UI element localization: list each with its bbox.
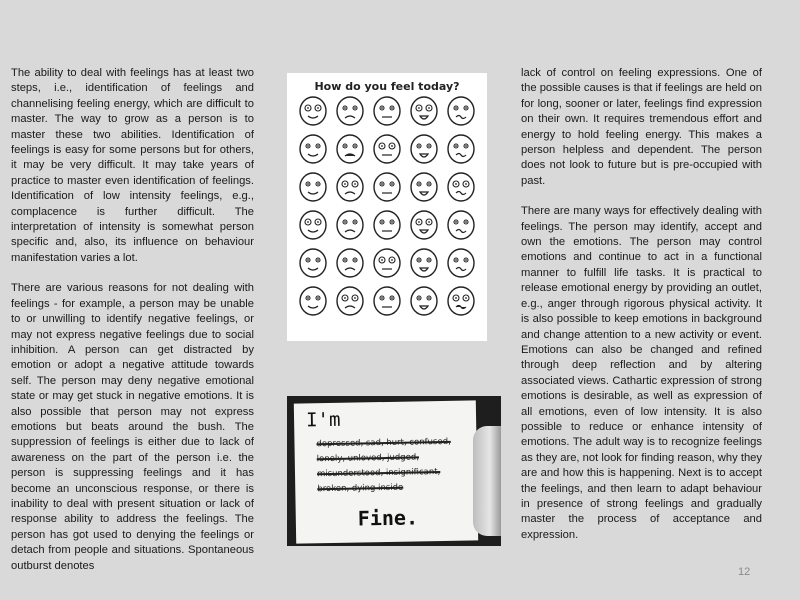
left-paragraph-1: The ability to deal with feelings has at least two steps, i.e., identification of feelings and channelising feeling energy, which are difficult to master. The way to grow as a person is to master these two abilities. Identification of feelings is easy for some persons but for others, it may be very difficult. It may take years of practice to master even identification of feelings. Identification of low intensity feelings, e.g., complacence is further difficult. The interpretation of intensity is somewhat person specific and, also, its influence on behaviour manifestation varies a lot. [11, 67, 254, 264]
cartoon-face-icon [411, 249, 437, 277]
sign-heading: I'm [305, 408, 341, 432]
cartoon-face-icon [337, 287, 363, 315]
sign-crossed-line: misunderstood, insignificant, [316, 467, 441, 480]
cartoon-face-icon [448, 287, 474, 315]
cartoon-face-icon [300, 173, 326, 201]
sign-crossed-line: depressed, sad, hurt, confused, [316, 436, 451, 450]
cartoon-face-icon [448, 211, 474, 239]
cartoon-face-icon [337, 211, 363, 239]
cartoon-face-icon [337, 135, 363, 163]
cartoon-face-icon [374, 211, 400, 239]
cartoon-face-icon [448, 135, 474, 163]
sign-crossed-out-words [316, 434, 477, 497]
cartoon-face-icon [337, 173, 363, 201]
cartoon-face-icon [411, 211, 437, 239]
cartoon-face-icon [411, 135, 437, 163]
cartoon-face-icon [300, 211, 326, 239]
cartoon-face-icon [337, 249, 363, 277]
faces-grid [287, 93, 487, 341]
holding-hand [473, 426, 501, 536]
im-fine-sign-image [287, 396, 501, 546]
cartoon-face-icon [448, 97, 474, 125]
cartoon-face-icon [300, 135, 326, 163]
cartoon-face-icon [300, 97, 326, 125]
cartoon-face-icon [300, 249, 326, 277]
right-paragraph-2: There are many ways for effectively dealing with feelings. The person may identify, accept and own the emotions. The person may control emotions and continue to act in a functional manner to fulfill life tasks. It is practical to release emotional energy by providing an outlet, e.g., anger through rigorous physical activity. It is also possible to keep emotions in background and change attention to a new activity or event. Emotions can also be changed and refined through deep reflection and by altering associated views. Cathartic expression of strong emotions is desirable, as well as expression of all emotions, even of low intensity. It is also possible to reduce or enhance intensity of emotions. The adult way is to recognize feelings as they are, not look for finding reason, why they are and how this is happening. Next is to accept the feelings, and then learn to adapt behaviour in presence of strong feelings and gradually master the process of acceptance and expression. [521, 205, 762, 541]
sign-card [294, 400, 478, 543]
right-text-column [521, 66, 762, 558]
sign-crossed-line: broken, dying inside [317, 482, 404, 495]
left-paragraph-2: There are various reasons for not dealing with feelings - for example, a person may be unable to or unwilling to identify negative feelings, or may not express negative feelings due to social inhibition. A person can get distracted by emotion or adopt a negative attitude towards self. The person may deny negative emotional state or may get stuck in negative emotions. It is also possible that person may not express emotions but beats around the bush. The suppression of feelings is either due to lack of awareness on the part of the person i.e. the person is suppressing feelings and it has become an unconscious response, or there is inability to deal with present situation or lack of response ability to address the feelings. The person has got used to denying the feelings or detach from people and situations. Spontaneous outburst denotes [11, 282, 254, 572]
sign-ending: Fine. [357, 505, 419, 531]
left-text-column [11, 66, 254, 589]
cartoon-face-icon [374, 287, 400, 315]
right-paragraph-1: lack of control on feeling expressions. One of the possible causes is that if feelings are held on for long, sooner or later, feelings find expression on their own. It requires tremendous effort and energy to hold feeling energy. This makes a person helpless and dependent. The person does not look to future but is pre-occupied with past. [521, 67, 762, 187]
cartoon-face-icon [337, 97, 363, 125]
page-number: 12 [738, 566, 751, 578]
cartoon-face-icon [374, 173, 400, 201]
cartoon-face-icon [374, 135, 400, 163]
cartoon-face-icon [411, 287, 437, 315]
faces-image-title: How do you feel today? [314, 80, 460, 93]
feelings-faces-image [287, 73, 487, 341]
cartoon-face-icon [448, 173, 474, 201]
cartoon-face-icon [374, 97, 400, 125]
cartoon-face-icon [411, 97, 437, 125]
cartoon-face-icon [374, 249, 400, 277]
sign-crossed-line: lonely, unloved, judged, [316, 452, 420, 465]
cartoon-face-icon [300, 287, 326, 315]
cartoon-face-icon [448, 249, 474, 277]
cartoon-face-icon [411, 173, 437, 201]
